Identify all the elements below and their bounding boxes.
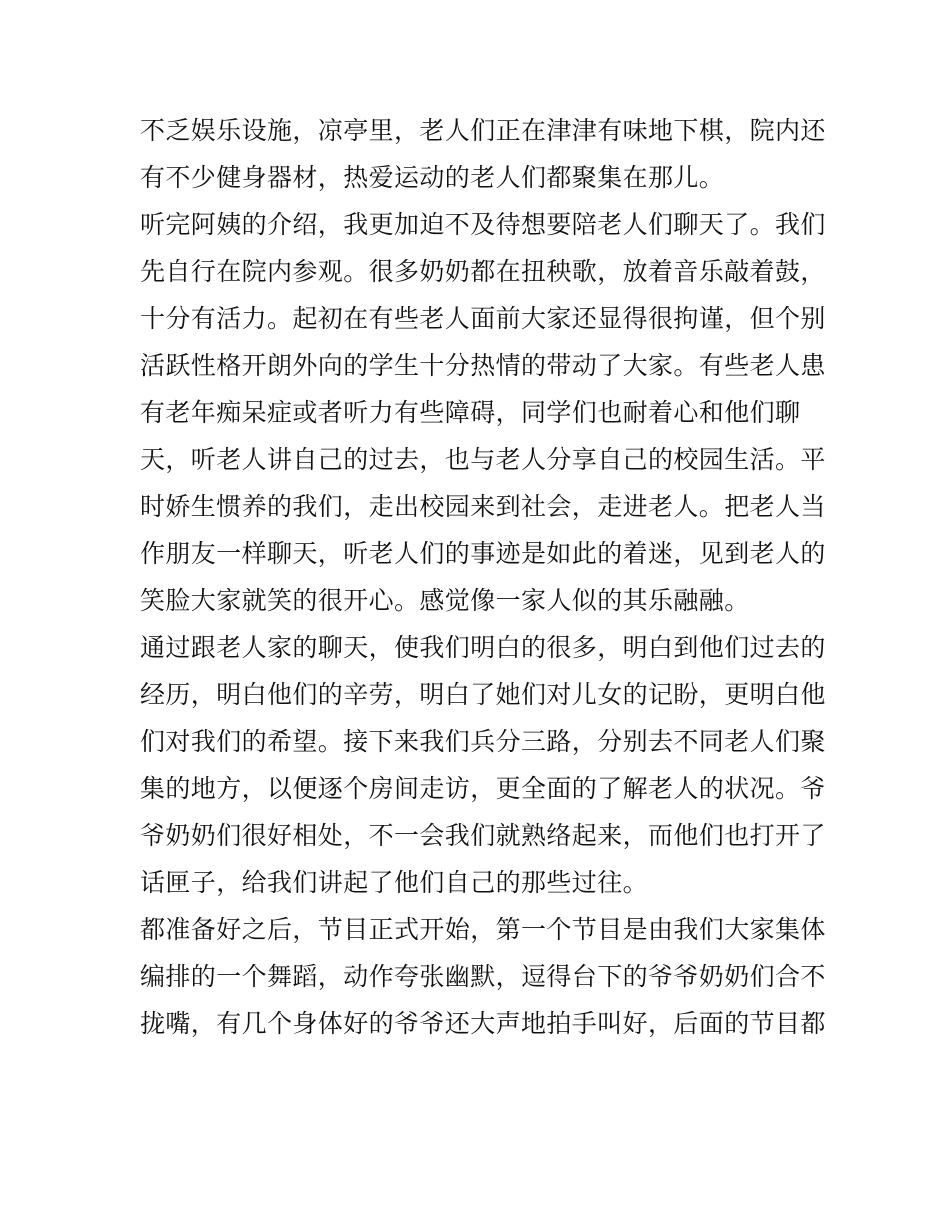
text-line: 编排的一个舞蹈，动作夸张幽默，逗得台下的爷爷奶奶们合不 [140, 962, 826, 991]
text-line: 作朋友一样聊天，听老人们的事迹是如此的着迷，见到老人的 [140, 539, 826, 568]
text-line: 话匣子，给我们讲起了他们自己的那些过往。 [140, 868, 649, 897]
text-line: 天，听老人讲自己的过去，也与老人分享自己的校园生活。平 [140, 445, 826, 474]
text-line: 十分有活力。起初在有些老人面前大家还显得很拘谨，但个别 [140, 304, 826, 333]
text-line: 笑脸大家就笑的很开心。感觉像一家人似的其乐融融。 [140, 586, 750, 615]
text-line: 爷奶奶们很好相处，不一会我们就熟络起来，而他们也打开了 [140, 821, 826, 850]
text-line: 先自行在院内参观。很多奶奶都在扭秧歌，放着音乐敲着鼓， [140, 257, 826, 286]
text-line: 都准备好之后，节目正式开始，第一个节目是由我们大家集体 [140, 915, 826, 944]
text-line: 活跃性格开朗外向的学生十分热情的带动了大家。有些老人患 [140, 351, 826, 380]
text-line: 集的地方，以便逐个房间走访，更全面的了解老人的状况。爷 [140, 774, 826, 803]
text-line: 时娇生惯养的我们，走出校园来到社会，走进老人。把老人当 [140, 492, 826, 521]
text-line: 通过跟老人家的聊天，使我们明白的很多，明白到他们过去的 [140, 633, 826, 662]
text-line: 们对我们的希望。接下来我们兵分三路，分别去不同老人们聚 [140, 727, 826, 756]
text-line: 拢嘴，有几个身体好的爷爷还大声地拍手叫好，后面的节目都 [140, 1009, 826, 1038]
text-line: 有不少健身器材，热爱运动的老人们都聚集在那儿。 [140, 163, 725, 192]
text-line: 经历，明白他们的辛劳，明白了她们对儿女的记盼，更明白他 [140, 680, 826, 709]
text-line: 有老年痴呆症或者听力有些障碍，同学们也耐着心和他们聊 [140, 398, 801, 427]
text-line: 听完阿姨的介绍，我更加迫不及待想要陪老人们聊天了。我们 [140, 210, 826, 239]
text-line: 不乏娱乐设施，凉亭里，老人们正在津津有味地下棋，院内还 [140, 116, 826, 145]
body-text [140, 107, 826, 1047]
